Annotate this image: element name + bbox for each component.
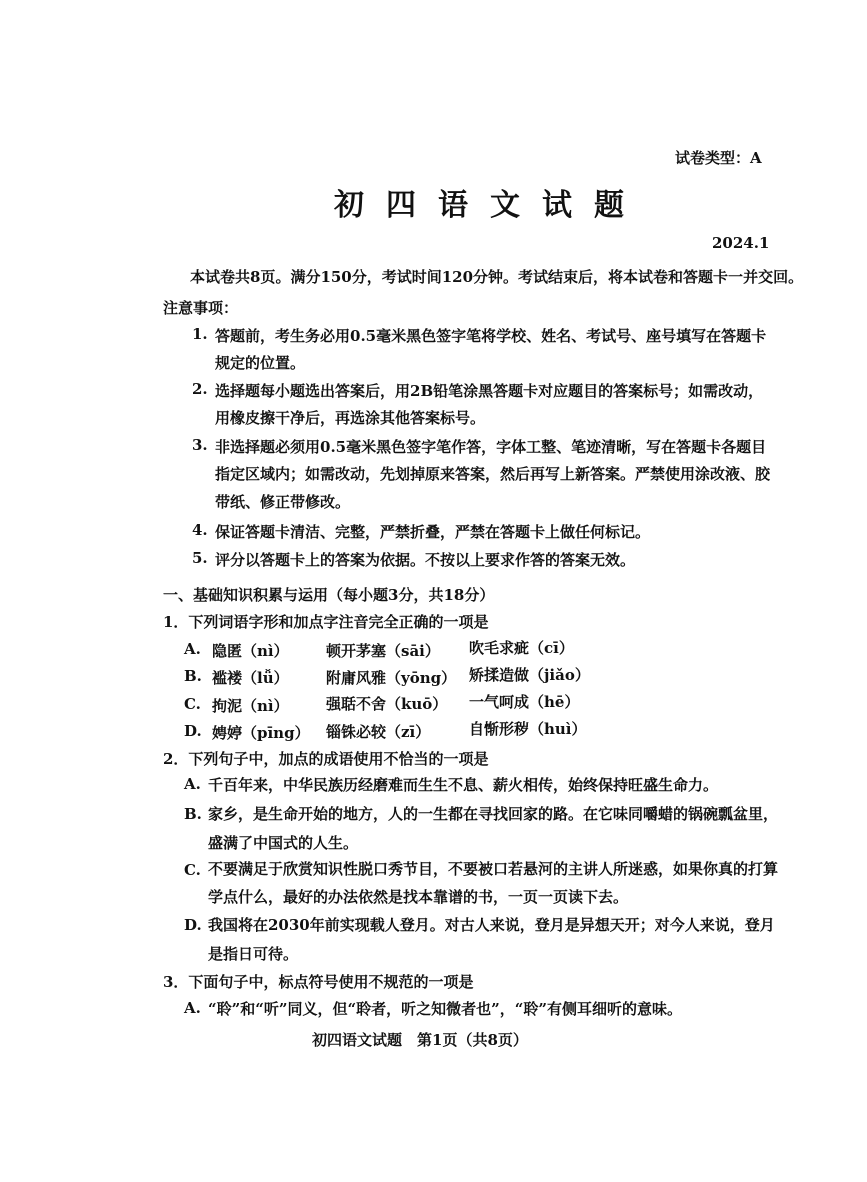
notice-item-3-line-1: 非选择题必须用0.5毫米黑色签字笔作答，字体工整、笔迹清晰，写在答题卡各题目 (215, 438, 767, 456)
q1-option-a-word-2: 顿开茅塞（sāi） (326, 642, 440, 660)
notice-item-3-num: 3. (192, 436, 208, 454)
section-heading: 一、基础知识积累与运用（每小题3分，共18分） (163, 586, 495, 604)
q2-option-d-label: D. (184, 916, 202, 934)
notice-item-3-line-3: 带纸、修正带修改。 (215, 493, 351, 511)
q2-option-d-line-2: 是指日可待。 (208, 945, 299, 963)
notice-item-4-line-1: 保证答题卡清洁、完整，严禁折叠，严禁在答题卡上做任何标记。 (215, 523, 651, 541)
q1-option-b-word-3: 矫揉造做（jiǎo） (469, 666, 590, 684)
q1-option-c-word-1: 拘泥（nì） (212, 697, 289, 715)
q1-option-a-word-1: 隐匿（nì） (212, 642, 289, 660)
notice-item-2-num: 2. (192, 380, 208, 398)
q1-option-b-word-1: 褴褛（lǚ） (212, 669, 289, 687)
notice-item-1-num: 1. (192, 325, 208, 343)
q2-option-b-line-2: 盛满了中国式的人生。 (208, 834, 359, 852)
q1-option-c-label: C. (184, 695, 201, 713)
exam-date: 2024.1 (712, 234, 770, 252)
question-3-stem: 3．下面句子中，标点符号使用不规范的一项是 (163, 973, 474, 991)
notice-item-5-line-1: 评分以答题卡上的答案为依据。不按以上要求作答的答案无效。 (215, 551, 636, 569)
notice-item-3-line-2: 指定区域内；如需改动，先划掉原来答案，然后再写上新答案。严禁使用涂改液、胶 (215, 465, 771, 483)
q2-option-a-line-1: 千百年来，中华民族历经磨难而生生不息、薪火相传，始终保持旺盛生命力。 (208, 776, 719, 794)
q1-option-b-label: B. (184, 667, 202, 685)
notice-item-1-line-2: 规定的位置。 (215, 354, 306, 372)
q2-option-c-line-2: 学点什么，最好的办法依然是找本靠谱的书，一页一页读下去。 (208, 888, 629, 906)
q3-option-a-line-1: “聆”和“听”同义，但“聆者，听之知微者也”，“聆”有侧耳细听的意味。 (208, 1000, 683, 1018)
notice-item-4-num: 4. (192, 521, 208, 539)
q1-option-d-word-1: 娉婷（pīng） (212, 724, 310, 742)
notice-item-2-line-2: 用橡皮擦干净后，再选涂其他答案标号。 (215, 409, 486, 427)
page-title: 初四语文试题 (334, 188, 646, 223)
q2-option-c-line-1: 不要满足于欣赏知识性脱口秀节目，不要被口若悬河的主讲人所迷惑，如果你真的打算 (208, 860, 779, 878)
q1-option-c-word-3: 一气呵成（hē） (469, 693, 580, 711)
q2-option-d-line-1: 我国将在2030年前实现载人登月。对古人来说，登月是异想天开；对今人来说，登月 (208, 916, 775, 934)
notice-item-2-line-1: 选择题每小题选出答案后，用2B铅笔涂黑答题卡对应题目的答案标号；如需改动， (215, 382, 764, 400)
q1-option-a-word-3: 吹毛求疵（cī） (469, 639, 574, 657)
q2-option-c-label: C. (184, 861, 201, 879)
q3-option-a-label: A. (184, 999, 201, 1017)
notice-item-1-line-1: 答题前，考生务必用0.5毫米黑色签字笔将学校、姓名、考试号、座号填写在答题卡 (215, 327, 767, 345)
q1-option-d-word-2: 锱铢必较（zī） (326, 723, 431, 741)
question-2-stem: 2．下列句子中，加点的成语使用不恰当的一项是 (163, 750, 489, 768)
notice-heading: 注意事项： (163, 299, 239, 317)
q1-option-d-word-3: 自惭形秽（huì） (469, 720, 587, 738)
q2-option-a-label: A. (184, 775, 201, 793)
q1-option-d-label: D. (184, 722, 202, 740)
intro-text: 本试卷共8页。满分150分，考试时间120分钟。考试结束后，将本试卷和答题卡一并交回。 (190, 268, 804, 286)
q2-option-b-label: B. (184, 805, 202, 823)
page-footer: 初四语文试题 第1页（共8页） (312, 1031, 528, 1049)
paper-type: 试卷类型：A (675, 149, 762, 167)
q1-option-a-label: A. (184, 640, 201, 658)
q1-option-c-word-2: 强聒不舍（kuō） (326, 695, 448, 713)
q1-option-b-word-2: 附庸风雅（yōng） (326, 669, 457, 687)
q2-option-b-line-1: 家乡，是生命开始的地方，人的一生都在寻找回家的路。在它味同嚼蜡的锅碗瓢盆里， (208, 805, 779, 823)
question-1-stem: 1．下列词语字形和加点字注音完全正确的一项是 (163, 613, 489, 631)
notice-item-5-num: 5. (192, 549, 208, 567)
